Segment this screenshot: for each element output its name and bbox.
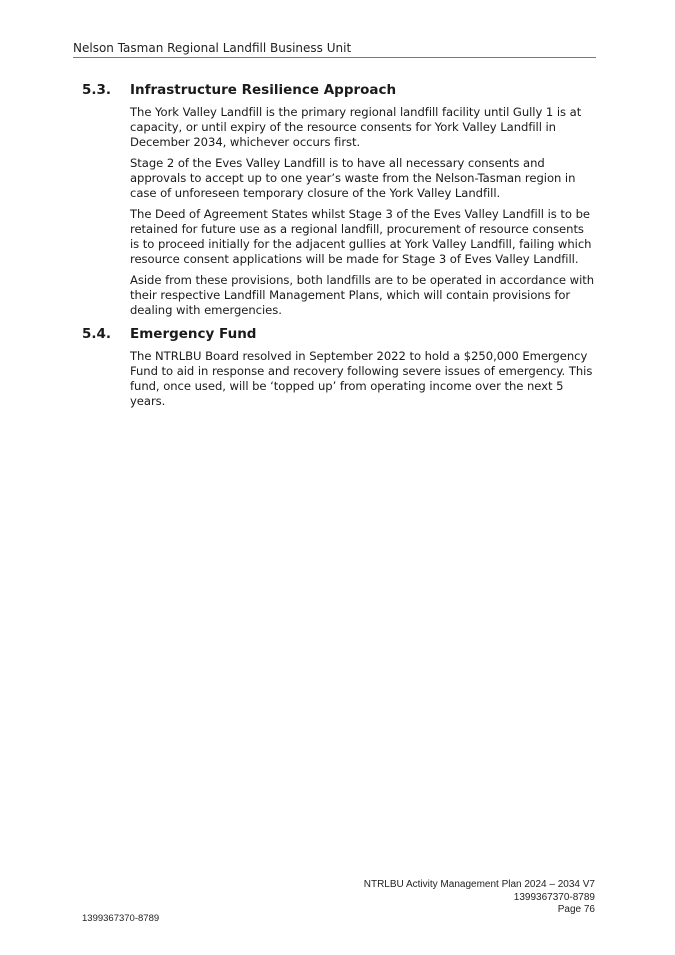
page-header: Nelson Tasman Regional Landfill Business Unit [73, 40, 596, 58]
paragraph: The York Valley Landfill is the primary regional landfill facility until Gully 1 is at capacity, or until expiry of the resource consents for York Valley Landfill in December 2034, whichever occurs first. [130, 105, 582, 149]
paragraph: Stage 2 of the Eves Valley Landfill is to have all necessary consents and approvals to accept up to one year’s waste from the Nelson-Tasman region in case of unforeseen temporary closure of the York Valley Landfill. [130, 156, 576, 200]
section-number: 5.3. [82, 82, 112, 98]
footer-plan-title: NTRLBU Activity Management Plan 2024 – 2034 V7 [363, 879, 595, 890]
section-heading [82, 81, 596, 99]
section-heading [82, 325, 596, 343]
paragraph: The NTRLBU Board resolved in September 2022 to hold a $250,000 Emergency Fund to aid in response and recovery following severe issues of emergency. This fund, once used, will be ‘topped up’ from operating income over the next 5 years. [130, 349, 593, 408]
section-5-4 [82, 325, 596, 415]
paragraph: The Deed of Agreement States whilst Stage 3 of the Eves Valley Landfill is to be retained for future use as a regional landfill, procurement of resource consents is to proceed initially for the adjacent gullies at York Valley Landfill, failing which resource consent applications will be made for Stage 3 of Eves Valley Landfill. [130, 207, 592, 266]
footer-left-doc-id: 1399367370-8789 [82, 913, 160, 924]
footer-doc-id: 1399367370-8789 [513, 891, 595, 903]
paragraph: Aside from these provisions, both landfills are to be operated in accordance with their respective Landfill Management Plans, which will contain provisions for dealing with emergencies. [130, 273, 595, 317]
section-title: Emergency Fund [130, 326, 257, 342]
section-5-3 [82, 81, 596, 324]
page-footer [364, 879, 595, 917]
section-number: 5.4. [82, 326, 112, 342]
section-title: Infrastructure Resilience Approach [130, 82, 397, 98]
footer-page-number: Page 76 [557, 904, 595, 915]
